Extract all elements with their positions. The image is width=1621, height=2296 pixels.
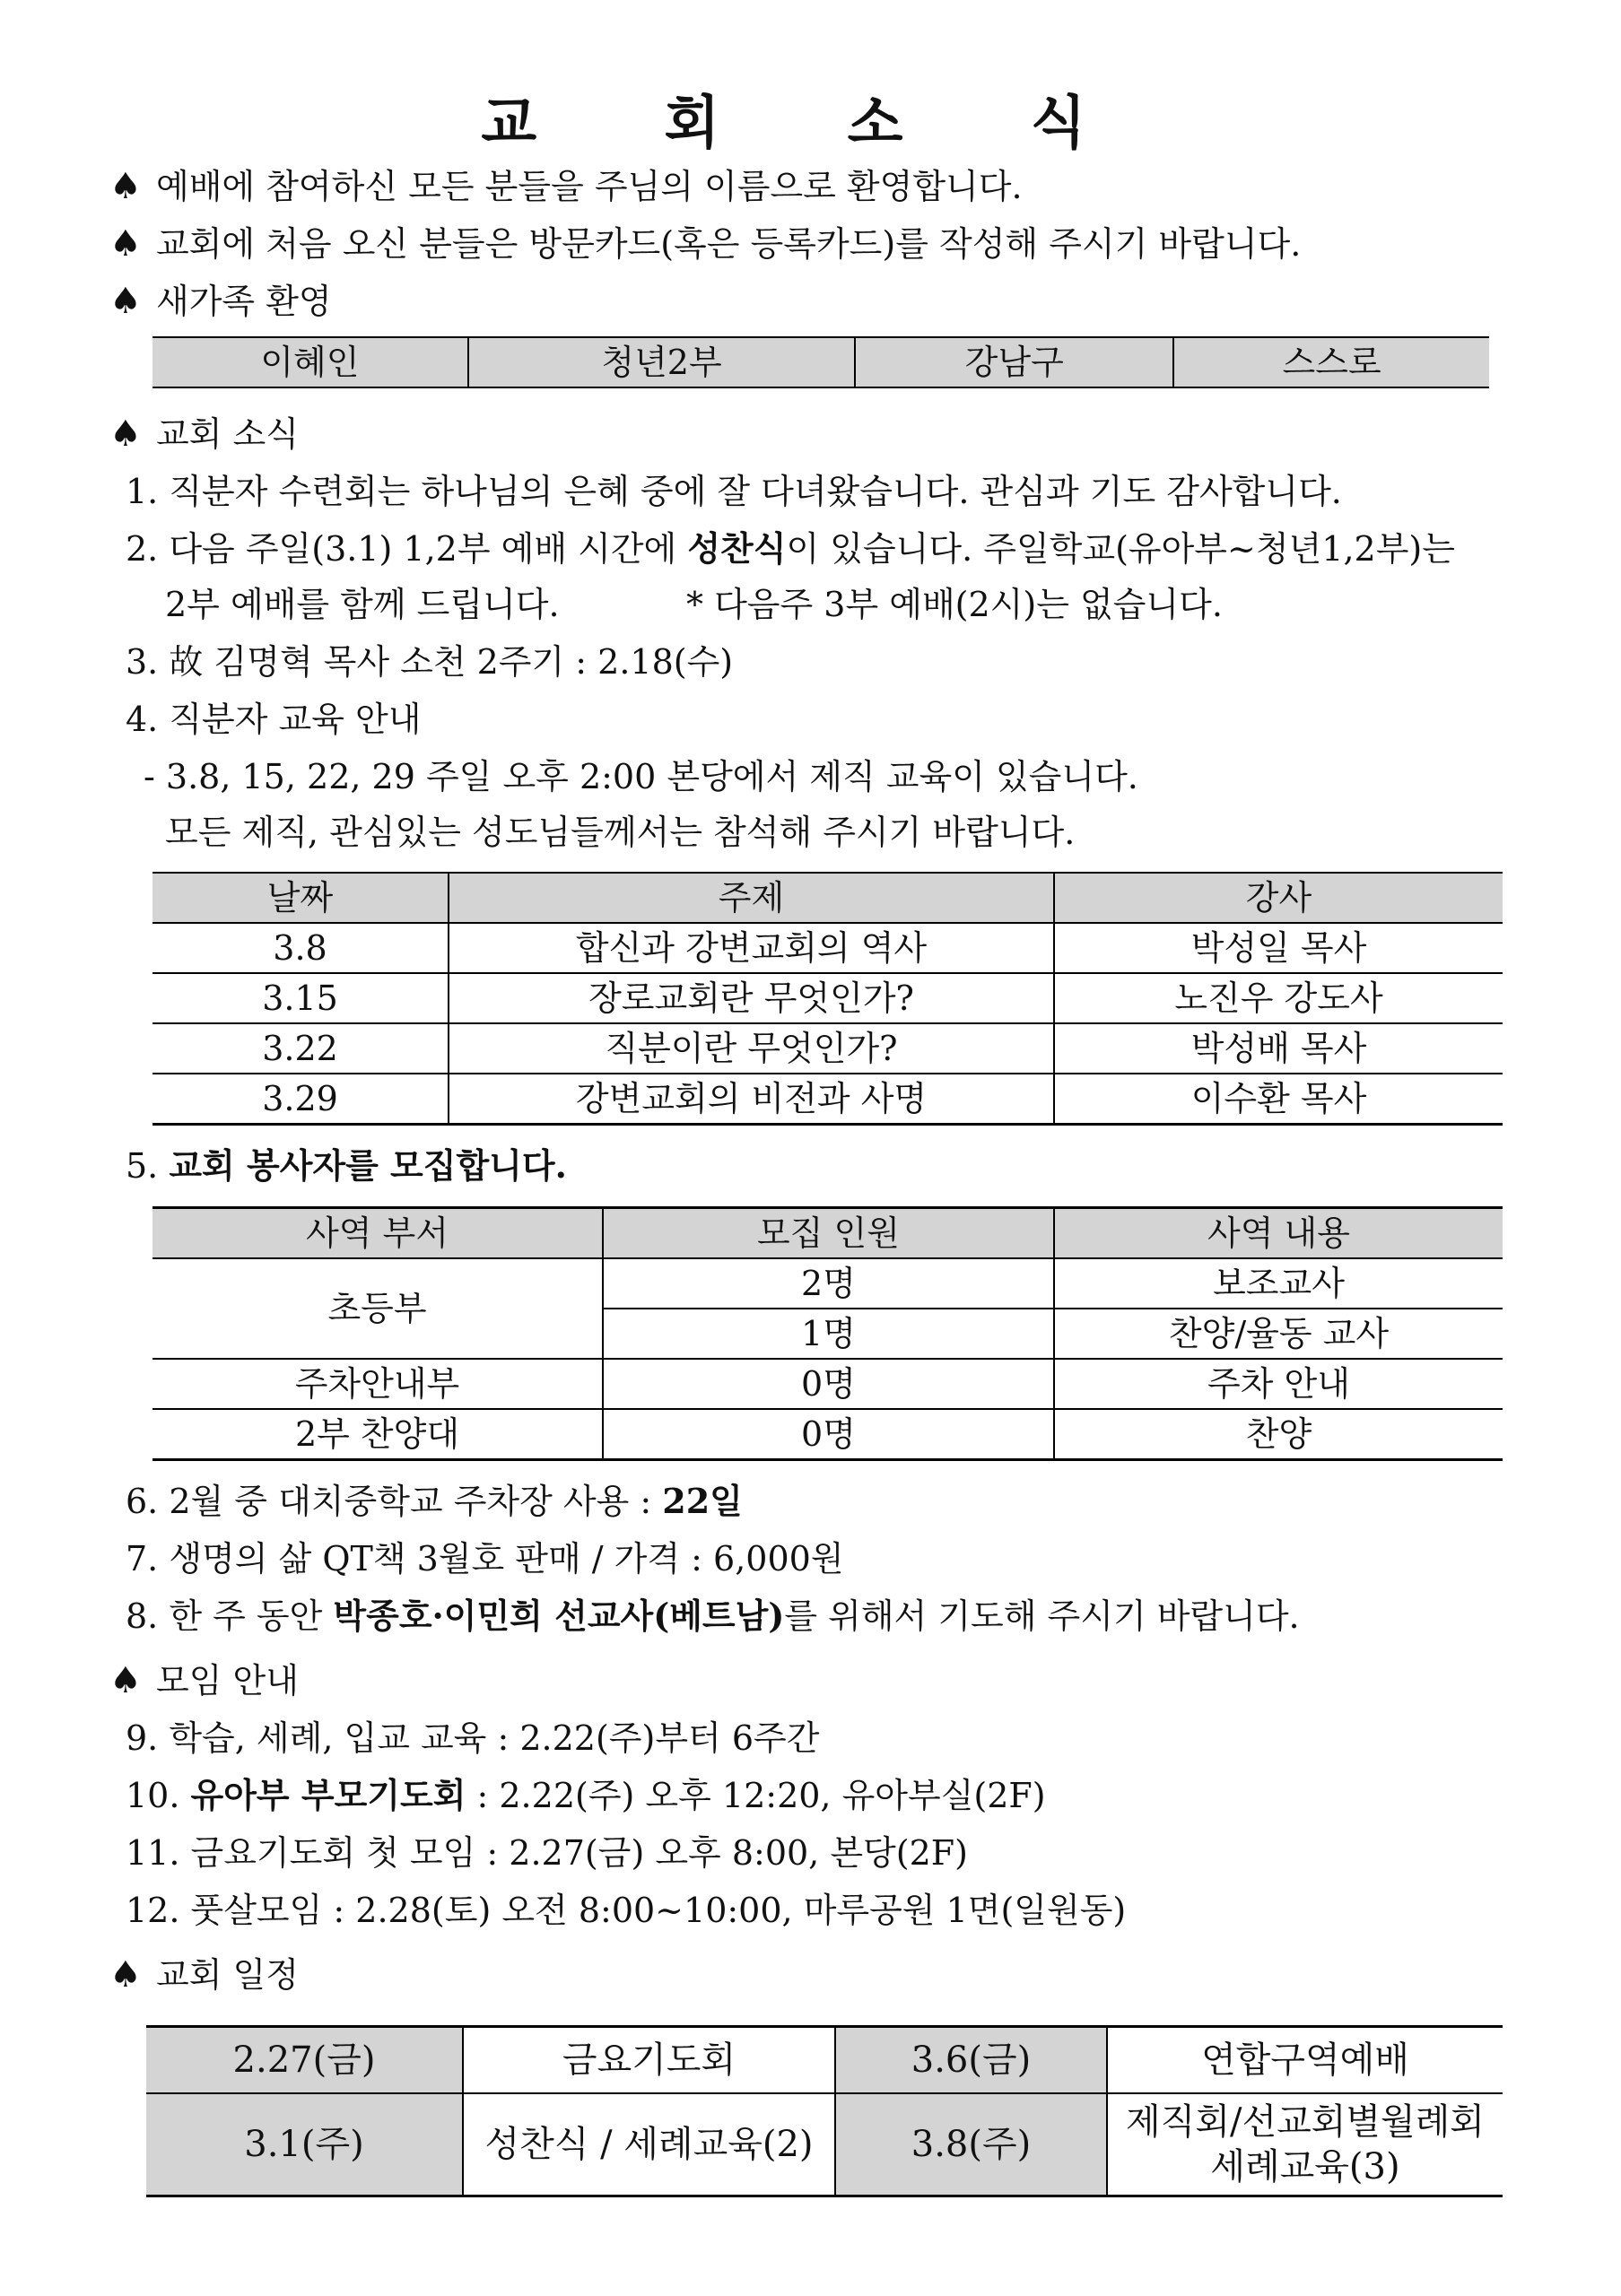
table-row: 주차안내부 0명 주차 안내 (153, 1359, 1503, 1409)
meeting-item-12: 12. 풋살모임 : 2.28(토) 오전 8:00~10:00, 마루공원 1면(일원동) (126, 1891, 1127, 1930)
table-row: 초등부 2명 보조교사 (153, 1258, 1503, 1309)
table-row: 3.8 합신과 강변교회의 역사 박성일 목사 (153, 923, 1503, 973)
news-item-1: 1. 직분자 수련회는 하나님의 은혜 중에 잘 다녀왔습니다. 관심과 기도 감사합니다. (126, 472, 1342, 511)
meetings-heading: ♠ 모임 안내 (109, 1657, 299, 1704)
volunteer-table (153, 1206, 1503, 1461)
table-header-row: 사역 부서 모집 인원 사역 내용 (153, 1208, 1503, 1259)
table-row: 2.27(금) 금요기도회 3.6(금) 연합구역예배 (146, 2027, 1503, 2094)
table-row: 3.1(주) 성찬식 / 세례교육(2) 3.8(주) 제직회/선교회별월례회 세례교육(3) (146, 2093, 1503, 2196)
table-row: 1명 찬양/율동 교사 (153, 1309, 1503, 1359)
meeting-item-10: 10. 유아부 부모기도회 : 2.22(주) 오후 12:20, 유아부실(2F) (126, 1775, 1046, 1815)
new-family-region: 강남구 (855, 337, 1173, 387)
table-row: 3.22 직분이란 무엇인가? 박성배 목사 (153, 1023, 1503, 1074)
new-family-table (153, 336, 1489, 388)
table-row: 3.29 강변교회의 비전과 사명 이수환 목사 (153, 1074, 1503, 1125)
news-item-2-note: * 다음주 3부 예배(2시)는 없습니다. (686, 585, 1223, 624)
spade-icon: ♠ (109, 413, 142, 455)
news-item-8: 8. 한 주 동안 박종호·이민희 선교사(베트남)를 위해서 기도해 주시기 바랍니다. (126, 1596, 1300, 1636)
table-row: 2부 찬양대 0명 찬양 (153, 1409, 1503, 1460)
visitor-card-line: ♠ 교회에 처음 오신 분들은 방문카드(혹은 등록카드)를 작성해 주시기 바랍니다. (109, 221, 1301, 267)
spade-icon: ♠ (109, 166, 142, 207)
new-family-name: 이혜인 (153, 337, 468, 387)
news-item-4: 4. 직분자 교육 안내 (126, 700, 422, 739)
new-family-heading: ♠ 새가족 환영 (109, 278, 332, 325)
news-item-7: 7. 생명의 삶 QT책 3월호 판매 / 가격 : 6,000원 (126, 1539, 844, 1578)
table-header-row: 날짜 주제 강사 (153, 873, 1503, 923)
news-item-2-cont: 2부 예배를 함께 드립니다. (165, 585, 560, 624)
welcome-line: ♠ 예배에 참여하신 모든 분들을 주님의 이름으로 환영합니다. (109, 163, 1023, 210)
meeting-item-11: 11. 금요기도회 첫 모임 : 2.27(금) 오후 8:00, 본당(2F) (126, 1833, 968, 1873)
education-table (153, 872, 1503, 1126)
spade-icon: ♠ (109, 223, 142, 265)
meeting-item-9: 9. 학습, 세례, 입교 교육 : 2.22(주)부터 6주간 (126, 1718, 820, 1758)
new-family-source: 스스로 (1173, 337, 1489, 387)
schedule-heading: ♠ 교회 일정 (109, 1952, 299, 1998)
news-item-4-detail: - 3.8, 15, 22, 29 주일 오후 2:00 본당에서 제직 교육이 있습니다. (144, 757, 1138, 796)
table-row: 3.15 장로교회란 무엇인가? 노진우 강도사 (153, 973, 1503, 1023)
spade-icon: ♠ (109, 1954, 142, 1996)
schedule-cell-multiline: 제직회/선교회별월례회 세례교육(3) (1107, 2093, 1503, 2196)
page-title: 교 회 소 식 (481, 91, 1140, 157)
new-family-dept: 청년2부 (468, 337, 856, 387)
schedule-table (146, 2025, 1503, 2197)
spade-icon: ♠ (109, 1660, 142, 1701)
spade-icon: ♠ (109, 281, 142, 322)
news-item-4-detail-2: 모든 제직, 관심있는 성도님들께서는 참석해 주시기 바랍니다. (165, 813, 1076, 852)
news-heading: ♠ 교회 소식 (109, 411, 299, 457)
news-item-3: 3. 故 김명혁 목사 소천 2주기 : 2.18(수) (126, 642, 734, 682)
news-item-2: 2. 다음 주일(3.1) 1,2부 예배 시간에 성찬식이 있습니다. 주일학교(유아부~청년1,2부)는 (126, 528, 1455, 569)
news-item-6: 6. 2월 중 대치중학교 주차장 사용 : 22일 (126, 1481, 743, 1521)
volunteer-heading: 5. 교회 봉사자를 모집합니다. (126, 1145, 567, 1186)
table-row (153, 337, 1489, 387)
